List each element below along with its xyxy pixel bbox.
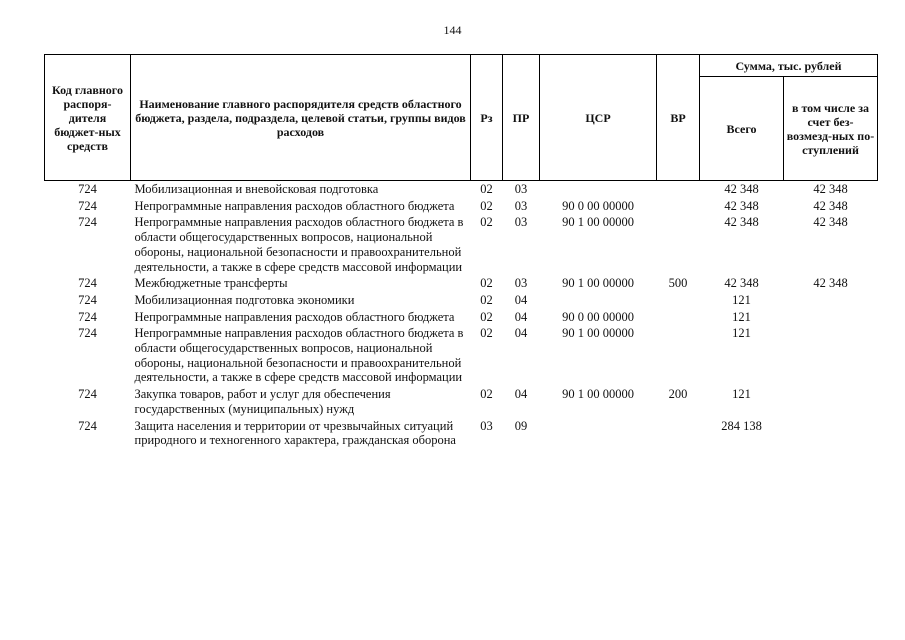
cell-vr bbox=[657, 199, 700, 216]
cell-name: Защита населения и территории от чрезвычайных ситуаций природного и техногенного характера, гражданская оборона bbox=[134, 418, 456, 448]
cell-rz: 02 bbox=[480, 276, 493, 291]
cell-csr: 90 1 00 00000 bbox=[562, 215, 634, 230]
cell-free: 42 348 bbox=[813, 182, 848, 196]
cell-total: 121 bbox=[732, 387, 751, 402]
cell-pr: 03 bbox=[514, 215, 528, 230]
cell-csr: 90 1 00 00000 bbox=[562, 276, 634, 291]
cell-code: 724 bbox=[78, 387, 97, 402]
cell-total: 42 348 bbox=[724, 215, 759, 230]
cell-total: 42 348 bbox=[724, 198, 759, 213]
cell-rz: 02 bbox=[480, 198, 493, 213]
cell-total: 121 bbox=[732, 326, 751, 341]
cell-pr: 09 bbox=[514, 418, 528, 433]
header-sum-group: Сумма, тыс. рублей bbox=[700, 55, 878, 77]
cell-code: 724 bbox=[78, 215, 97, 230]
table-row bbox=[45, 293, 878, 310]
table-row bbox=[45, 199, 878, 216]
cell-free: 42 348 bbox=[813, 215, 848, 230]
cell-free bbox=[784, 387, 878, 418]
cell-pr: 03 bbox=[514, 198, 528, 213]
cell-name: Мобилизационная и вневойсковая подготовка bbox=[134, 182, 379, 196]
table-body bbox=[45, 181, 878, 450]
cell-vr bbox=[657, 215, 700, 276]
cell-vr bbox=[657, 293, 700, 310]
cell-total: 42 348 bbox=[724, 182, 759, 196]
cell-total: 284 138 bbox=[721, 418, 762, 433]
cell-pr: 03 bbox=[514, 276, 528, 291]
cell-code: 724 bbox=[78, 418, 97, 433]
cell-code: 724 bbox=[78, 182, 97, 196]
cell-name: Закупка товаров, работ и услуг для обеспечения государственных (муниципальных) нужд bbox=[134, 387, 391, 416]
header-total: Всего bbox=[700, 77, 784, 181]
cell-code: 724 bbox=[78, 276, 97, 291]
table-row bbox=[45, 310, 878, 327]
cell-csr bbox=[540, 419, 657, 450]
table-row bbox=[45, 276, 878, 293]
cell-code: 724 bbox=[78, 198, 97, 213]
cell-vr: 200 bbox=[668, 387, 688, 402]
header-name: Наименование главного распорядителя средств областного бюджета, раздела, подраздела, целевой статьи, группы видов расходов bbox=[131, 55, 471, 181]
cell-pr: 03 bbox=[514, 182, 528, 196]
cell-vr bbox=[657, 310, 700, 327]
cell-code: 724 bbox=[78, 292, 97, 307]
cell-free bbox=[784, 326, 878, 387]
cell-csr: 90 1 00 00000 bbox=[562, 326, 634, 341]
cell-pr: 04 bbox=[514, 292, 528, 307]
cell-rz: 02 bbox=[480, 292, 493, 307]
header-vr: ВР bbox=[657, 55, 700, 181]
header-rz: Рз bbox=[471, 55, 503, 181]
cell-name: Непрограммные направления расходов областного бюджета в области общегосударственных вопросов, национальной обороны, национальной безопасности и правоохранительной деятельности, а также в сфере средств массовой информации bbox=[134, 326, 464, 385]
header-incl-free: в том числе за счет без-возмезд-ных по-ступлений bbox=[784, 77, 878, 181]
header-csr: ЦСР bbox=[540, 55, 657, 181]
cell-csr: 90 1 00 00000 bbox=[562, 387, 634, 402]
cell-name: Мобилизационная подготовка экономики bbox=[134, 292, 355, 307]
page-number: 144 bbox=[443, 23, 462, 37]
cell-name: Непрограммные направления расходов областного бюджета в области общегосударственных вопросов, национальной обороны, национальной безопасности и правоохранительной деятельности, а также в сфере средств массовой информации bbox=[134, 215, 464, 274]
table-row bbox=[45, 387, 878, 418]
cell-vr bbox=[657, 419, 700, 450]
cell-free bbox=[784, 293, 878, 310]
table-row bbox=[45, 181, 878, 199]
header-code: Код главного распоря-дителя бюджет-ных средств bbox=[45, 55, 131, 181]
cell-free: 42 348 bbox=[813, 276, 848, 291]
cell-code: 724 bbox=[78, 309, 97, 324]
cell-rz: 02 bbox=[480, 182, 493, 196]
cell-total: 121 bbox=[732, 292, 751, 307]
cell-vr bbox=[657, 326, 700, 387]
cell-rz: 02 bbox=[480, 326, 493, 341]
cell-pr: 04 bbox=[514, 326, 528, 341]
table-row bbox=[45, 419, 878, 450]
cell-pr: 04 bbox=[514, 387, 528, 402]
cell-csr bbox=[540, 181, 657, 199]
table-row bbox=[45, 326, 878, 387]
cell-free bbox=[784, 310, 878, 327]
cell-name: Непрограммные направления расходов областного бюджета bbox=[134, 198, 455, 213]
cell-total: 121 bbox=[732, 309, 751, 324]
budget-table bbox=[44, 54, 878, 450]
cell-name: Непрограммные направления расходов областного бюджета bbox=[134, 309, 455, 324]
cell-code: 724 bbox=[78, 326, 97, 341]
cell-total: 42 348 bbox=[724, 276, 759, 291]
cell-vr: 500 bbox=[668, 276, 688, 291]
cell-rz: 02 bbox=[480, 387, 493, 402]
cell-free bbox=[784, 419, 878, 450]
header-pr: ПР bbox=[503, 55, 540, 181]
cell-name: Межбюджетные трансферты bbox=[134, 276, 288, 291]
cell-csr bbox=[540, 293, 657, 310]
cell-csr: 90 0 00 00000 bbox=[562, 309, 634, 324]
cell-rz: 02 bbox=[480, 215, 493, 230]
cell-csr: 90 0 00 00000 bbox=[562, 198, 634, 213]
cell-pr: 04 bbox=[514, 309, 528, 324]
cell-rz: 02 bbox=[480, 309, 493, 324]
table-row bbox=[45, 215, 878, 276]
cell-vr bbox=[657, 181, 700, 199]
cell-rz: 03 bbox=[480, 418, 493, 433]
cell-free: 42 348 bbox=[813, 198, 848, 213]
